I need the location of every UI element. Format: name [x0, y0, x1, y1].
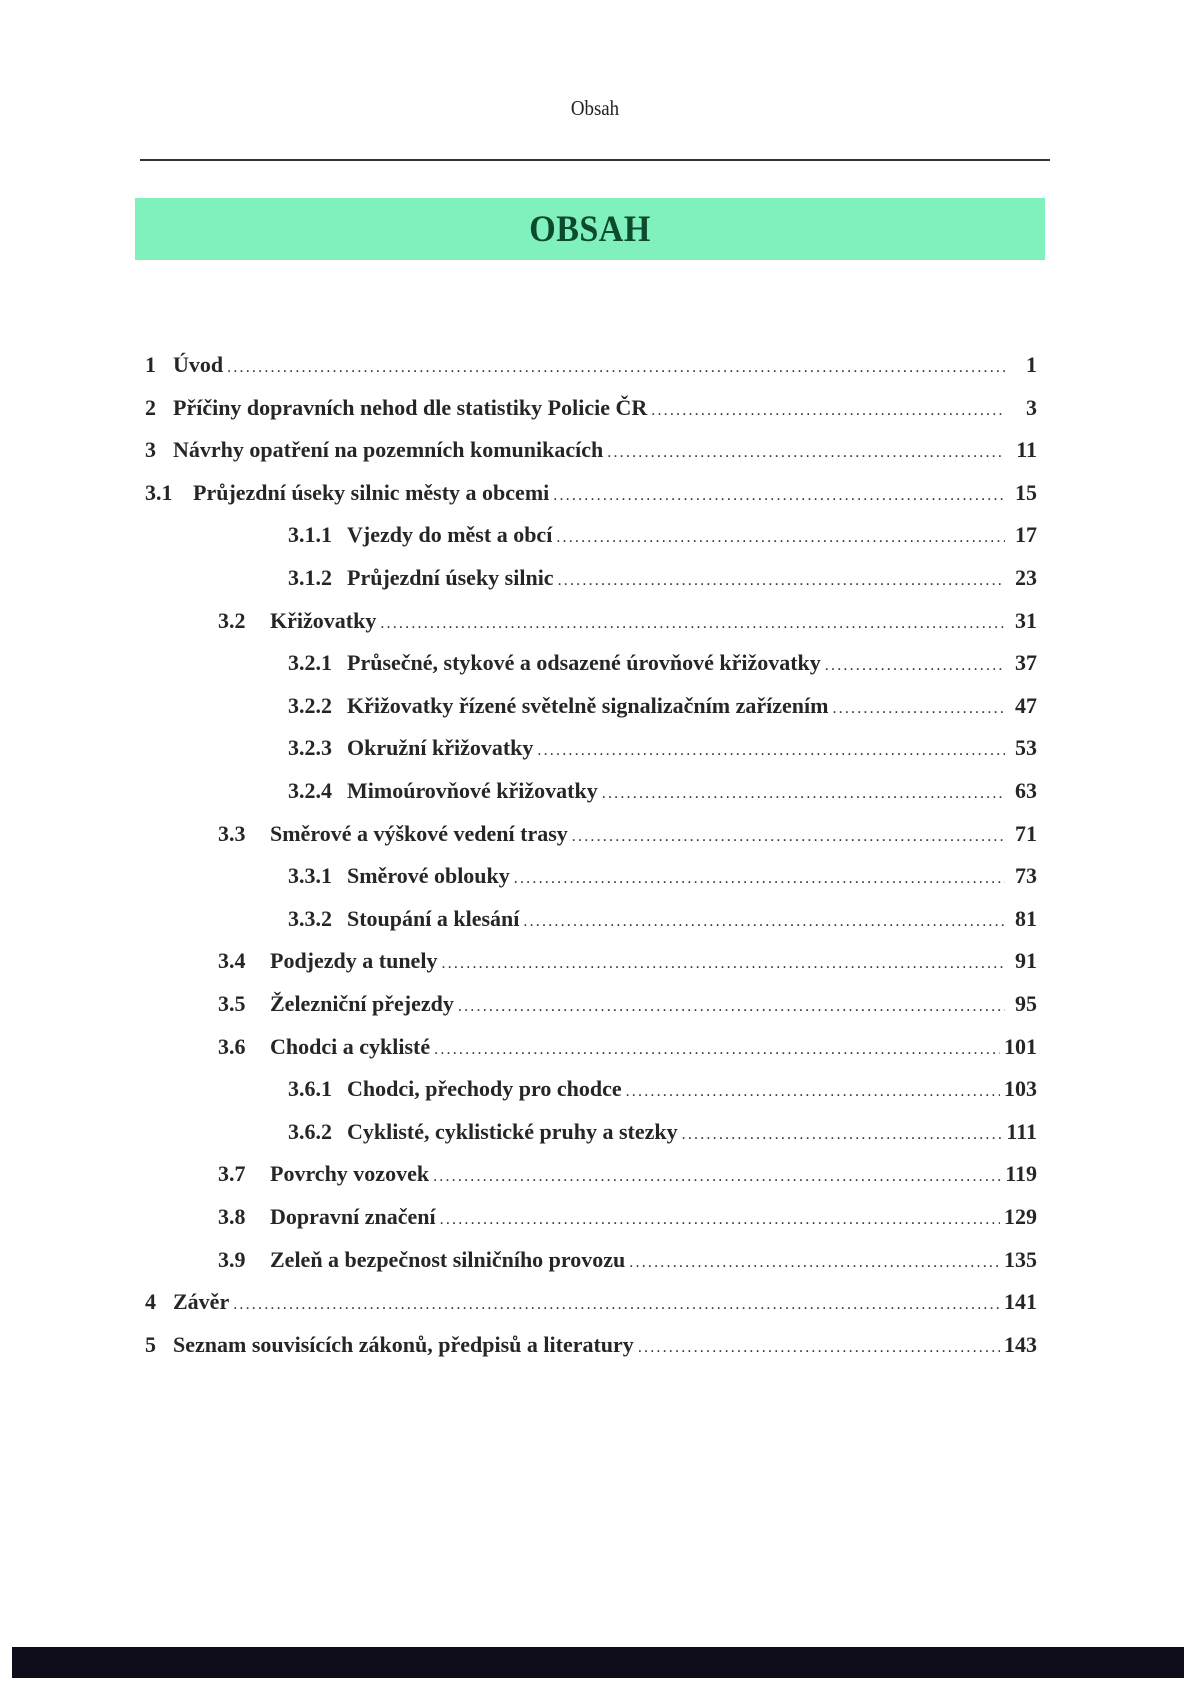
dot-leader [572, 828, 1005, 846]
toc-entry-number: 3.1 [145, 479, 173, 505]
running-header: Obsah [570, 96, 620, 120]
toc-entry-title: Křižovatky [270, 607, 377, 633]
toc-entry[interactable] [288, 693, 1037, 723]
toc-entry[interactable] [145, 1332, 1037, 1362]
toc-entry-number: 3.1.1 [288, 522, 332, 548]
toc-entry-page: 73 [1015, 863, 1037, 889]
toc-entry-number: 3.3.1 [288, 863, 332, 889]
toc-entry-number: 3.5 [218, 991, 246, 1016]
toc-entry-number: 3.6.2 [288, 1118, 332, 1144]
toc-entry-title: Průjezdní úseky silnic městy a obcemi [193, 479, 550, 505]
toc-entry[interactable] [288, 863, 1037, 893]
toc-entry-page: 143 [1004, 1331, 1037, 1357]
toc-entry[interactable] [145, 352, 1037, 382]
dot-leader [607, 444, 1005, 462]
dot-leader [558, 572, 1005, 590]
toc-entry-number: 3.2.4 [288, 778, 332, 803]
toc-entry-number: 3.2.2 [288, 692, 332, 718]
dot-leader [832, 700, 1005, 718]
toc-entry-title: Příčiny dopravních nehod dle statistiky Policie ČR [173, 394, 648, 420]
dot-leader [440, 1211, 1000, 1229]
toc-entry-title: Podjezdy a tunely [270, 948, 438, 974]
dot-leader [441, 955, 1005, 973]
toc-entry-page: 81 [1015, 905, 1037, 931]
toc-entry-title: Návrhy opatření na pozemních komunikacích [173, 437, 604, 463]
toc-entry-page: 17 [1015, 522, 1037, 548]
toc-entry-title: Směrové oblouky [347, 863, 510, 889]
toc-entry-number: 2 [145, 394, 156, 420]
dot-leader [434, 1041, 1000, 1059]
toc-entry-number: 5 [145, 1331, 156, 1357]
toc-entry-number: 3.6.1 [288, 1076, 332, 1102]
toc-entry[interactable] [218, 991, 1037, 1021]
toc-entry-title: Zeleň a bezpečnost silničního provozu [270, 1246, 626, 1272]
toc-entry-title: Vjezdy do měst a obcí [347, 522, 553, 548]
toc-entry[interactable] [218, 948, 1037, 978]
dot-leader [629, 1254, 1000, 1272]
toc-entry[interactable] [288, 778, 1037, 808]
toc-entry-title: Dopravní značení [270, 1204, 436, 1229]
dot-leader [556, 529, 1005, 547]
toc-entry-number: 4 [145, 1289, 156, 1315]
toc-entry-title: Okružní křižovatky [347, 735, 534, 761]
toc-entry[interactable] [218, 1034, 1037, 1064]
dot-leader [514, 870, 1005, 888]
toc-entry-page: 47 [1015, 692, 1037, 718]
toc-entry-page: 31 [1015, 607, 1037, 633]
toc-entry[interactable] [288, 522, 1037, 552]
toc-entry[interactable] [145, 437, 1037, 467]
toc-entry-page: 15 [1015, 479, 1037, 505]
toc-entry-number: 3.8 [218, 1204, 246, 1229]
toc-entry[interactable] [288, 735, 1037, 765]
toc-entry-title: Úvod [173, 352, 224, 377]
toc-entry-number: 3.2.1 [288, 650, 332, 676]
dot-leader [380, 615, 1005, 633]
dot-leader [227, 359, 1005, 377]
dot-leader [537, 742, 1005, 760]
toc-entry-title: Křižovatky řízené světelně signalizačním zařízením [347, 692, 829, 718]
toc-entry[interactable] [218, 608, 1037, 638]
toc-entry-title: Železniční přejezdy [270, 991, 454, 1016]
toc-entry-number: 3.6 [218, 1033, 246, 1059]
toc-entry-page: 1 [1026, 352, 1037, 377]
toc-entry[interactable] [145, 480, 1037, 510]
toc-entry-page: 37 [1015, 650, 1037, 676]
toc-entry-page: 63 [1015, 778, 1037, 803]
toc-entry-title: Povrchy vozovek [270, 1161, 430, 1187]
toc-entry-title: Průsečné, stykové a odsazené úrovňové křižovatky [347, 650, 821, 676]
toc-entry[interactable] [288, 565, 1037, 595]
toc-entry-number: 3.3 [218, 820, 246, 846]
dot-leader [233, 1296, 1000, 1314]
page-title: OBSAH [529, 208, 651, 250]
toc-entry[interactable] [288, 1076, 1037, 1106]
dot-leader [458, 998, 1005, 1016]
toc-entry-page: 53 [1015, 735, 1037, 761]
scan-edge-bar [12, 1647, 1184, 1678]
toc-entry[interactable] [288, 650, 1037, 680]
toc-entry-title: Chodci, přechody pro chodce [347, 1076, 622, 1102]
toc-entry-number: 3.2.3 [288, 735, 332, 761]
toc-entry-page: 103 [1004, 1076, 1037, 1102]
toc-entry[interactable] [145, 1289, 1037, 1319]
dot-leader [682, 1126, 1003, 1144]
toc-entry-title: Stoupání a klesání [347, 905, 520, 931]
toc-entry-title: Seznam souvisících zákonů, předpisů a literatury [173, 1331, 634, 1357]
toc-entry[interactable] [288, 906, 1037, 936]
toc-entry-number: 3.3.2 [288, 905, 332, 931]
dot-leader [626, 1083, 1000, 1101]
toc-entry-page: 91 [1015, 948, 1037, 974]
toc-entry-title: Závěr [173, 1289, 230, 1315]
toc-entry-number: 3 [145, 437, 156, 463]
toc-entry[interactable] [218, 1161, 1037, 1191]
toc-entry-page: 95 [1015, 991, 1037, 1016]
toc-entry-number: 3.7 [218, 1161, 246, 1187]
toc-entry-page: 11 [1016, 437, 1037, 463]
toc-entry-number: 3.9 [218, 1246, 246, 1272]
toc-entry-page: 23 [1015, 565, 1037, 590]
toc-entry[interactable] [288, 1119, 1037, 1149]
toc-entry[interactable] [218, 821, 1037, 851]
toc-entry-number: 3.4 [218, 948, 246, 974]
toc-entry-page: 119 [1005, 1161, 1037, 1187]
toc-entry-title: Směrové a výškové vedení trasy [270, 820, 568, 846]
dot-leader [553, 487, 1005, 505]
toc-entry-page: 135 [1004, 1246, 1037, 1272]
toc-entry-page: 129 [1004, 1204, 1037, 1229]
dot-leader [825, 657, 1005, 675]
toc-entry-number: 3.2 [218, 607, 246, 633]
toc-entry-page: 101 [1004, 1033, 1037, 1059]
dot-leader [523, 913, 1005, 931]
toc-entry-number: 1 [145, 352, 156, 377]
toc-entry-page: 3 [1026, 394, 1037, 420]
toc-entry-page: 141 [1004, 1289, 1037, 1315]
dot-leader [602, 785, 1005, 803]
toc-entry-title: Chodci a cyklisté [270, 1033, 431, 1059]
toc-entry-page: 71 [1015, 820, 1037, 846]
dot-leader [433, 1168, 1001, 1186]
header-rule [140, 159, 1050, 161]
toc-entry[interactable] [218, 1247, 1037, 1277]
toc-entry-number: 3.1.2 [288, 565, 332, 590]
toc-entry-title: Cyklisté, cyklistické pruhy a stezky [347, 1118, 678, 1144]
dot-leader [638, 1339, 1000, 1357]
toc-entry-page: 111 [1006, 1118, 1037, 1144]
toc-entry-title: Mimoúrovňové křižovatky [347, 778, 598, 803]
toc-entry-title: Průjezdní úseky silnic [347, 565, 554, 590]
toc-entry[interactable] [218, 1204, 1037, 1234]
toc-entry[interactable] [145, 395, 1037, 425]
title-banner [135, 198, 1045, 260]
dot-leader [651, 402, 1005, 420]
